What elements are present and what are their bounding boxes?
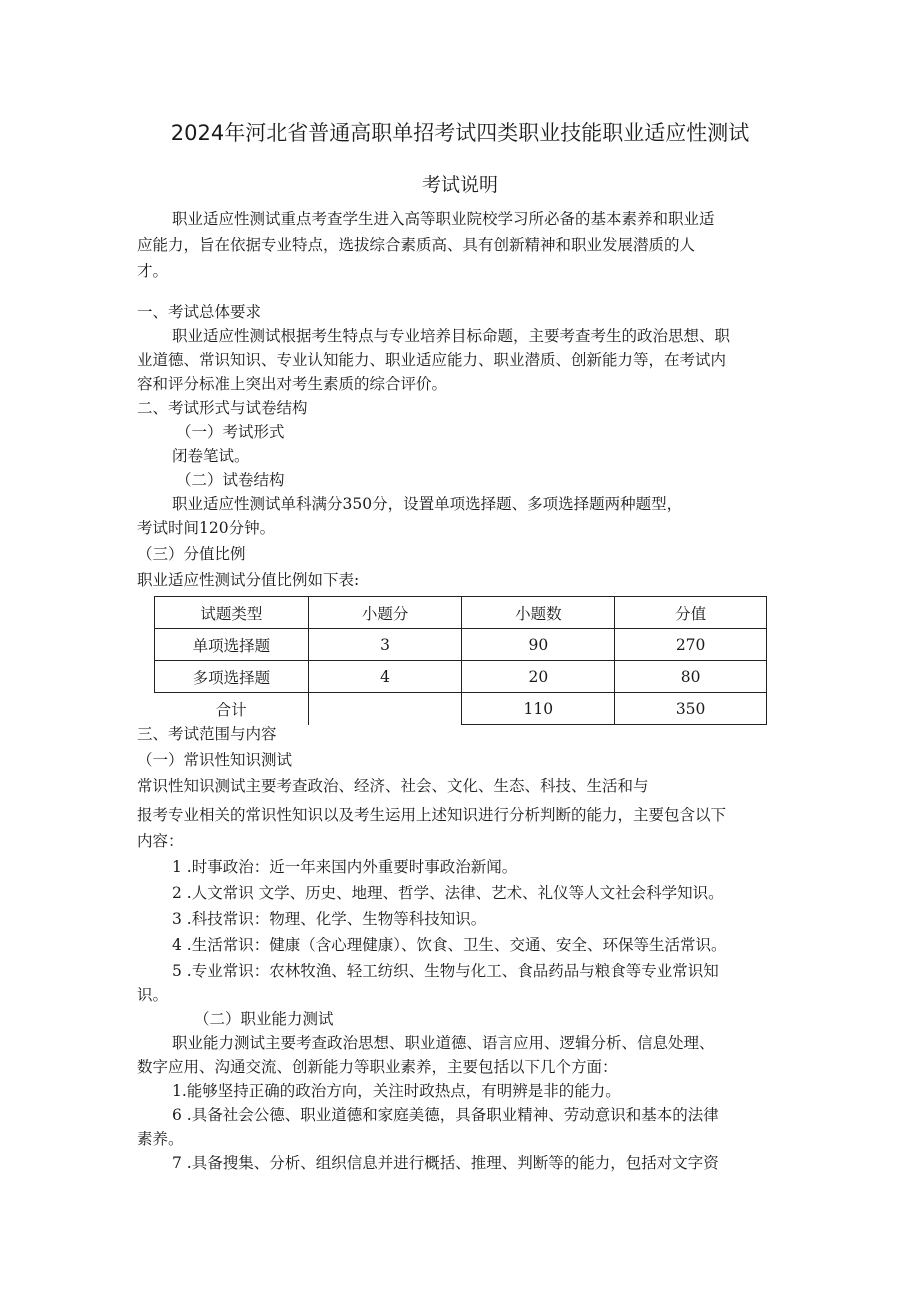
section-3-heading: 三、考试范围与内容 (137, 725, 277, 743)
section-2-sub3-text: 职业适应性测试分值比例如下表: (137, 571, 360, 589)
intro-line: 职业适应性测试重点考查学生进入高等职业院校学习所必备的基本素养和职业适 (172, 210, 715, 228)
section-1-text: 容和评分标准上突出对考生素质的综合评价。 (137, 375, 448, 393)
section-2-heading: 二、考试形式与试卷结构 (137, 399, 308, 417)
list-item: 5 .专业常识：农林牧渔、轻工纺织、生物与化工、食品药品与粮食等专业常识知 (172, 962, 719, 980)
table-total-label: 合计 (155, 693, 309, 725)
table-header-row (155, 597, 767, 629)
table-total-cell: 110 (462, 693, 615, 725)
table-row (155, 661, 767, 693)
section-3-sub2-text: 职业能力测试主要考查政治思想、职业道德、语言应用、逻辑分析、信息处理、 (172, 1034, 715, 1052)
document-title: 2024年河北省普通高职单招考试四类职业技能职业适应性测试 (170, 121, 750, 145)
table-cell: 90 (462, 629, 615, 661)
section-3-sub2-text: 数字应用、沟通交流、创新能力等职业素养，主要包括以下几个方面： (137, 1058, 618, 1076)
table-header-cell: 小题分 (308, 597, 462, 629)
section-3-sub1: （一）常识性知识测试 (137, 751, 293, 769)
table-header-cell: 小题数 (462, 597, 615, 629)
table-header-cell: 分值 (615, 597, 767, 629)
section-3-sub1-text: 内容： (137, 832, 184, 850)
list-item: 1.能够坚持正确的政治方向，关注时政热点，有明辨是非的能力。 (172, 1082, 621, 1100)
section-3-sub1-text: 常识性知识测试主要考查政治、经济、社会、文化、生态、科技、生活和与 (137, 777, 649, 795)
list-item: 2 .人文常识 文学、历史、地理、哲学、法律、艺术、礼仪等人文社会科学知识。 (172, 884, 724, 902)
section-3-sub2: （二）职业能力测试 (194, 1010, 334, 1028)
table-cell: 单项选择题 (155, 629, 309, 661)
section-2-sub2-text: 考试时间120分钟。 (137, 519, 276, 537)
section-1-heading: 一、考试总体要求 (137, 303, 262, 321)
table-cell: 20 (462, 661, 615, 693)
table-cell: 4 (308, 661, 462, 693)
list-item: 4 .生活常识：健康（含心理健康）、饮食、卫生、交通、安全、环保等生活常识。 (172, 936, 727, 954)
section-2-sub1-text: 闭卷笔试。 (172, 447, 250, 465)
section-2-sub3: （三）分值比例 (137, 545, 246, 563)
table-row (155, 629, 767, 661)
table-total-row (155, 693, 767, 725)
table-cell: 270 (615, 629, 767, 661)
document-subtitle: 考试说明 (421, 174, 498, 196)
list-item: 1 .时事政治：近一年来国内外重要时事政治新闻。 (172, 858, 518, 876)
table-cell: 3 (308, 629, 462, 661)
table-cell: 80 (615, 661, 767, 693)
intro-line: 应能力，旨在依据专业特点，选拔综合素质高、具有创新精神和职业发展潜质的人 (137, 236, 696, 254)
list-item: 识。 (137, 986, 169, 1004)
table-total-cell: 350 (615, 693, 767, 725)
section-2-sub2-text: 职业适应性测试单科满分350分，设置单项选择题、多项选择题两种题型， (172, 495, 683, 513)
table-header-cell: 试题类型 (155, 597, 309, 629)
list-item: 素养。 (137, 1130, 184, 1148)
section-1-text: 职业适应性测试根据考生特点与专业培养目标命题，主要考查考生的政治思想、职 (172, 327, 731, 345)
section-1-text: 业道德、常识知识、专业认知能力、职业适应能力、职业潜质、创新能力等，在考试内 (137, 351, 727, 369)
section-3-sub1-text: 报考专业相关的常识性知识以及考生运用上述知识进行分析判断的能力，主要包含以下 (137, 806, 727, 824)
list-item: 6 .具备社会公德、职业道德和家庭美德，具备职业精神、劳动意识和基本的法律 (172, 1106, 719, 1124)
table-cell: 多项选择题 (155, 661, 309, 693)
table-total-cell (308, 693, 462, 725)
list-item: 7 .具备搜集、分析、组织信息并进行概括、推理、判断等的能力，包括对文字资 (172, 1154, 719, 1172)
section-2-sub2: （二）试卷结构 (176, 471, 285, 489)
score-table (154, 596, 767, 725)
section-2-sub1: （一）考试形式 (176, 423, 285, 441)
intro-line: 才。 (137, 262, 169, 280)
list-item: 3 .科技常识：物理、化学、生物等科技知识。 (172, 910, 487, 928)
